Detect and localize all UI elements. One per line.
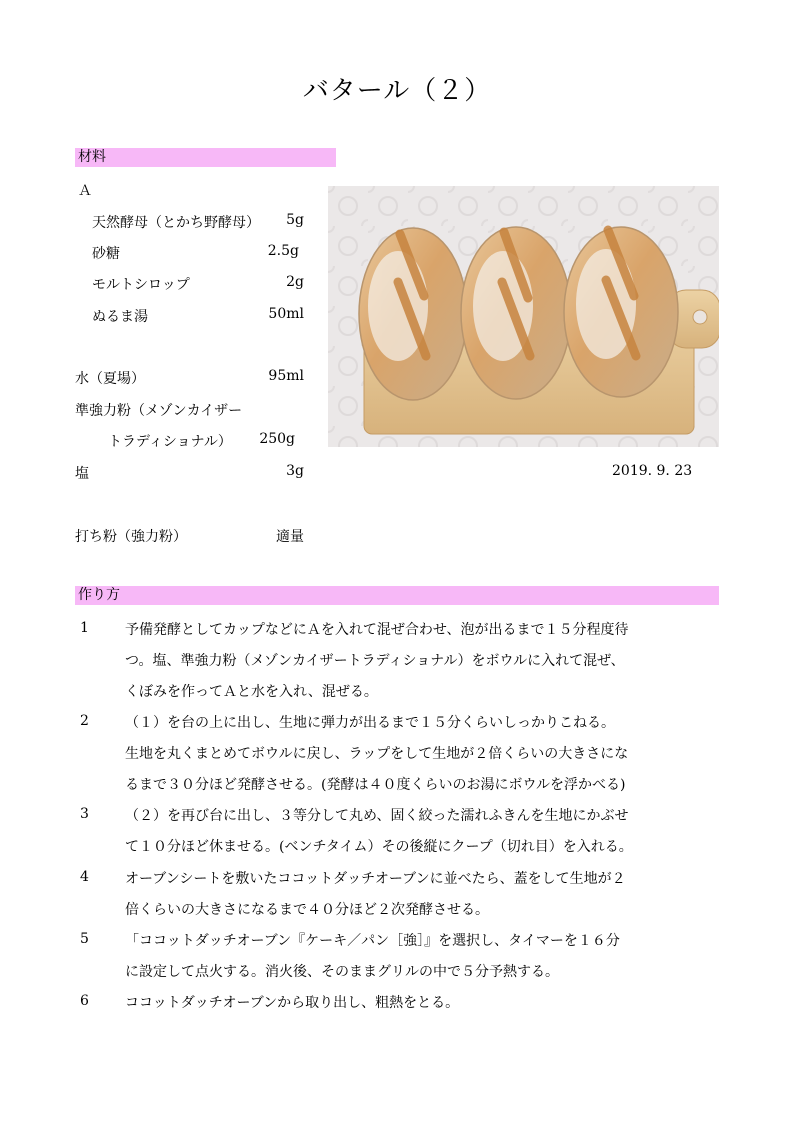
page-title: バタール（２） (302, 76, 492, 106)
ingredient-amount: 2.5g (267, 243, 299, 259)
ingredient-amount: 2g (286, 274, 304, 290)
step-line: 予備発酵としてカップなどにＡを入れて混ぜ合わせ、泡が出るまで１５分程度待 (125, 622, 629, 638)
ingredient-name: 塩 (75, 466, 89, 482)
bread-photo (328, 186, 719, 447)
group-a-label-text: Ａ (78, 183, 92, 199)
ingredient-name: 打ち粉（強力粉） (75, 529, 187, 545)
ingredient-name: モルトシロップ (92, 277, 190, 293)
ingredient-amount: 5g (286, 212, 304, 228)
ingredient-name: 準強力粉（メゾンカイザー (75, 403, 243, 419)
materials-header: 材料 (75, 148, 336, 167)
ingredient-name: 天然酵母（とかち野酵母） (92, 215, 260, 231)
ingredient-amount: 適量 (276, 529, 304, 545)
ingredient-amount: 95ml (268, 368, 304, 384)
ingredient-amount: 250g (259, 431, 295, 447)
ingredient-amount: 50ml (268, 306, 304, 322)
step-line: （２）を再び台に出し、３等分して丸め、固く絞った濡れふきんを生地にかぶせ (125, 808, 629, 824)
step-line: 倍くらいの大きさになるまで４０分ほど２次発酵させる。 (125, 902, 489, 918)
ingredient-name: トラディショナル） (108, 434, 232, 450)
step-number: 5 (80, 931, 89, 947)
step-line: つ。塩、準強力粉（メゾンカイザートラディショナル）をボウルに入れて混ぜ、 (125, 653, 625, 669)
ingredient-name: 水（夏場） (75, 371, 145, 387)
step-number: 3 (80, 806, 89, 822)
step-number: 4 (80, 869, 89, 885)
step-line: て１０分ほど休ませる。(ベンチタイム）その後縦にクープ（切れ目）を入れる。 (125, 839, 633, 855)
method-header: 作り方 (75, 586, 719, 605)
step-line: に設定して点火する。消火後、そのままグリルの中で５分予熱する。 (125, 964, 559, 980)
step-line: くぼみを作ってＡと水を入れ、混ぜる。 (125, 684, 378, 700)
date-text: 2019. 9. 23 (612, 463, 693, 479)
step-number: 1 (80, 620, 89, 636)
ingredient-amount: 3g (286, 463, 304, 479)
ingredient-name: 砂糖 (92, 246, 120, 262)
step-line: ココットダッチオーブンから取り出し、粗熱をとる。 (125, 995, 460, 1011)
step-line: （１）を台の上に出し、生地に弾力が出るまで１５分くらいしっかりこねる。 (125, 715, 615, 731)
step-line: オーブンシートを敷いたココットダッチオーブンに並べたら、蓋をして生地が２ (125, 871, 626, 887)
step-line: 「ココットダッチオーブン『ケーキ／パン［強］』を選択し、タイマーを１６分 (125, 933, 620, 949)
ingredient-name: ぬるま湯 (92, 309, 148, 325)
step-line: るまで３０分ほど発酵させる。(発酵は４０度くらいのお湯にボウルを浮かべる) (125, 777, 626, 793)
step-number: 6 (80, 993, 89, 1009)
step-line: 生地を丸くまとめてボウルに戻し、ラップをして生地が２倍くらいの大きさにな (125, 746, 629, 762)
step-number: 2 (80, 713, 89, 729)
